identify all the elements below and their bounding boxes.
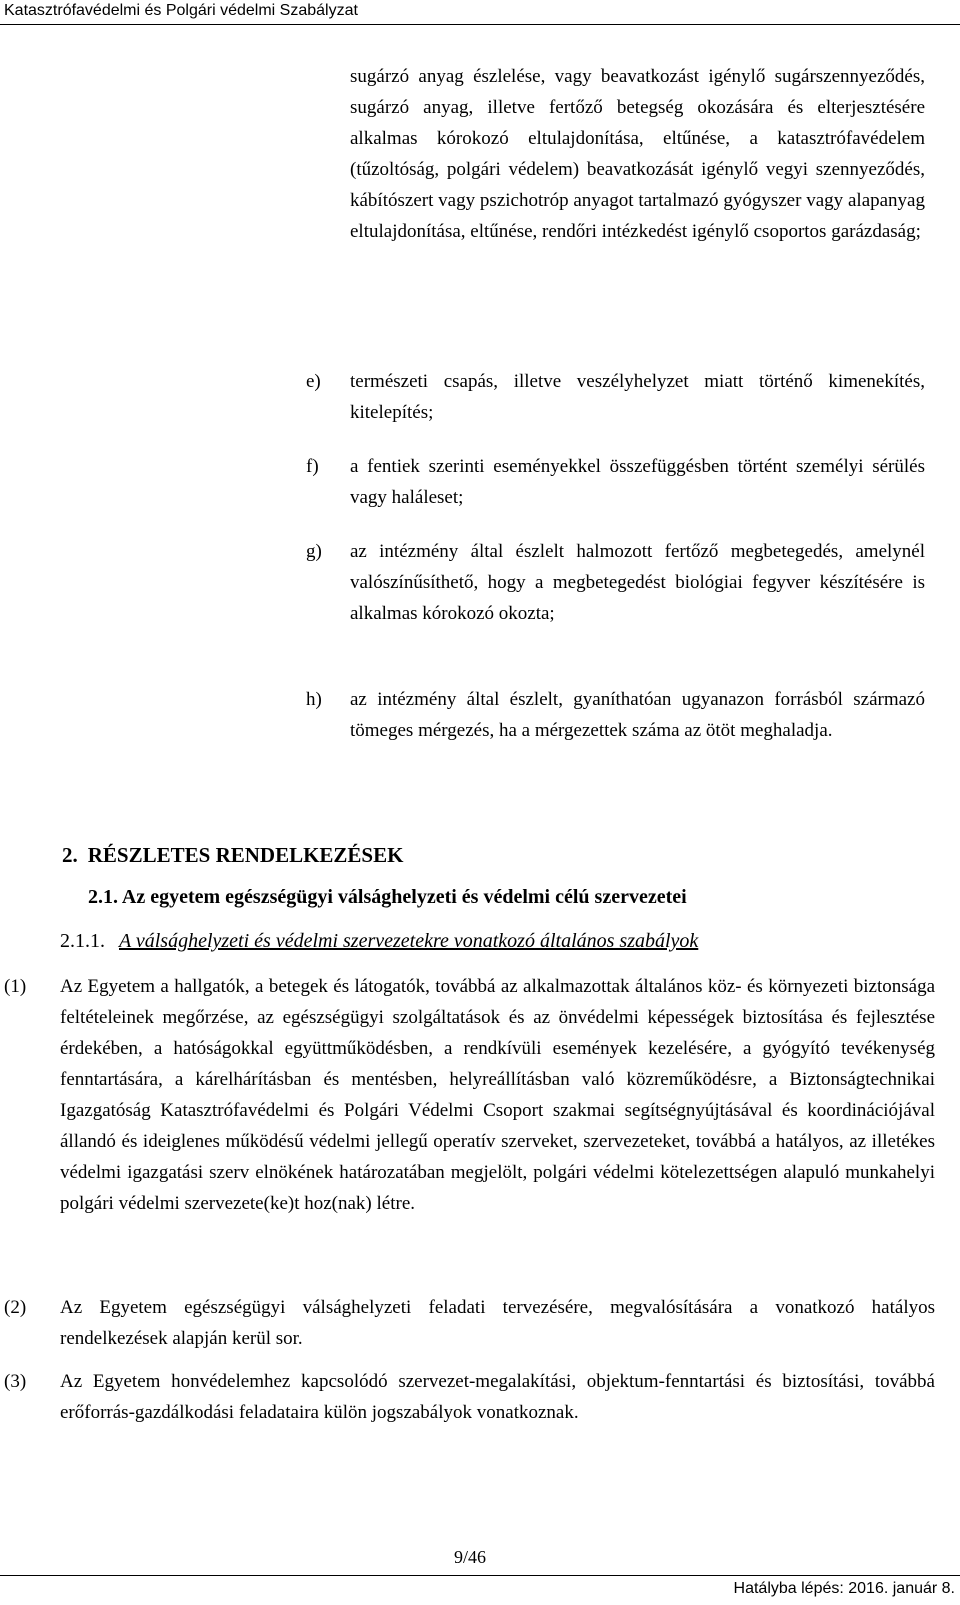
- paragraph-text: Az Egyetem honvédelemhez kapcsolódó szervezet-megalakítási, objektum-fenntartási és biztosítási, továbbá erőforrás-gazdálkodási feladataira külön jogszabályok vonatkoznak.: [60, 1371, 935, 1423]
- footer-divider: [0, 1575, 960, 1576]
- page-number: 9/46: [453, 1547, 486, 1567]
- list-item-text: az intézmény által észlelt, gyaníthatóan ugyanazon forrásból származó tömeges mérgezés, ha a mérgezettek száma az ötöt meghaladja.: [350, 689, 925, 741]
- list-item-e: [306, 366, 925, 428]
- list-item-text: a fentiek szerinti eseményekkel összefüggésben történt személyi sérülés vagy haláleset;: [350, 456, 925, 508]
- list-item-f: [306, 451, 925, 513]
- paragraph-marker: (3): [4, 1371, 27, 1392]
- section-title: RÉSZLETES RENDELKEZÉSEK: [87, 843, 404, 867]
- subsection-heading: [88, 886, 687, 909]
- list-item-text: természeti csapás, illetve veszélyhelyzet miatt történő kimenekítés, kitelepítés;: [350, 371, 925, 423]
- list-marker: g): [306, 541, 322, 562]
- section-number: 2.: [62, 843, 78, 867]
- paragraph-1: [4, 971, 935, 1219]
- paragraph-text: Az Egyetem a hallgatók, a betegek és látogatók, továbbá az alkalmazottak általános köz- és környezeti biztonsága feltételeinek megőrzése, az egészségügyi szolgáltatások és az önvédelmi képességek biztosítása és fejlesztése érdekében, a hatóságokkal együttműködésben, a rendkívüli események kezelésére, a gyógyító tevékenység fenntartására, a kárelhárításban és mentésben, helyreállításban való közreműködésre, a Biztonságtechnikai Igazgatóság Katasztrófavédelmi és Polgári Védelmi Csoport szakmai segítségnyújtásával és koordinációjával állandó és ideiglenes működésű védelmi jellegű operatív szerveket, szervezeteket, továbbá a hatályos, az illetékes védelmi igazgatási szerv elnökének határozatában megjelölt, polgári védelmi kötelezettségen alapuló munkahelyi polgári védelmi szervezete(ke)t hoz(nak) létre.: [60, 976, 935, 1214]
- paragraph-text: Az Egyetem egészségügyi válsághelyzeti feladati tervezésére, megvalósítására a vonatkozó hatályos rendelkezések alapján kerül sor.: [60, 1297, 935, 1349]
- running-header: Katasztrófavédelmi és Polgári védelmi Szabályzat: [4, 2, 358, 19]
- list-marker: e): [306, 371, 321, 392]
- list-item-continuation: sugárzó anyag észlelése, vagy beavatkozást igénylő sugárszennyeződés, sugárzó anyag, illetve fertőző betegség okozására és elterjesztésére alkalmas kórokozó eltulajdonítása, eltűnése, a katasztrófavédelem (tűzoltóság, polgári védelem) beavatkozását igénylő vegyi szennyeződés, kábítószert vagy pszichotróp anyagot tartalmazó gyógyszer vagy alapanyag eltulajdonítása, eltűnése, rendőri intézkedést igénylő csoportos garázdaság;: [350, 66, 925, 242]
- list-item-g: [306, 536, 925, 629]
- subsubsection-title: A válsághelyzeti és védelmi szervezetekre vonatkozó általános szabályok: [119, 930, 699, 952]
- effective-date: Hatályba lépés: 2016. január 8.: [733, 1580, 955, 1597]
- paragraph-marker: (2): [4, 1297, 27, 1318]
- list-marker: h): [306, 689, 322, 710]
- subsection-number: 2.1.: [88, 886, 118, 908]
- list-item-text: az intézmény által észlelt halmozott fertőző megbetegedés, amelynél valószínűsíthető, hogy a megbetegedést biológiai fegyver készítésére is alkalmas kórokozó okozta;: [350, 541, 925, 624]
- list-item-h: [306, 684, 925, 746]
- paragraph-marker: (1): [4, 976, 27, 997]
- section-heading: [62, 843, 403, 868]
- subsubsection-number: 2.1.1.: [60, 930, 105, 952]
- header-divider: [0, 24, 960, 25]
- subsection-title: Az egyetem egészségügyi válsághelyzeti és védelmi célú szervezetei: [121, 886, 687, 908]
- subsubsection-heading: [60, 930, 698, 953]
- paragraph-2: [4, 1292, 935, 1354]
- paragraph-3: [4, 1366, 935, 1428]
- list-marker: f): [306, 456, 319, 477]
